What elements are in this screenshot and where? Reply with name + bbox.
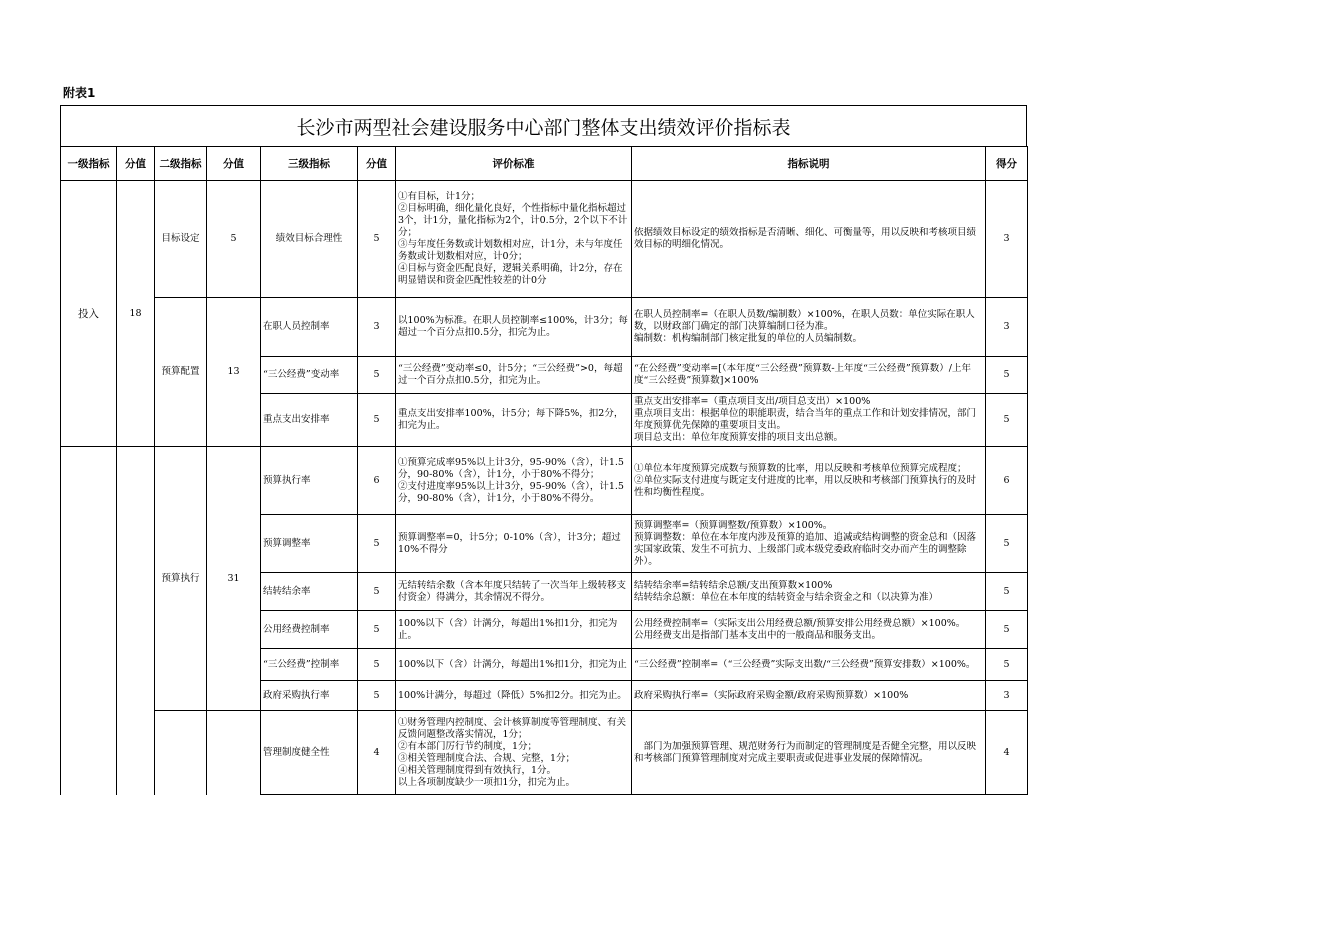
level2-name (155, 711, 207, 795)
criteria-text: 100%以下（含）计满分，每超出1%扣1分，扣完为止 (398, 658, 627, 670)
header-cell: 指标说明 (632, 147, 986, 181)
header-cell: 分值 (117, 147, 155, 181)
description-text: 结转结余率=结转结余总额/支出预算数×100% 结转结余总额：单位在本年度的结转资金与结余资金之和（以决算为准） (634, 579, 939, 603)
header-cell: 评价标准 (396, 147, 632, 181)
level3-name: 绩效目标合理性 (261, 181, 358, 298)
description-text: ①单位本年度预算完成数与预算数的比率，用以反映和考核单位预算完成程度； ②单位实际支付进度与既定支付进度的比率，用以反映和考核部门预算执行的及时性和均衡性程度。 (634, 462, 977, 498)
header-cell: 二级指标 (155, 147, 207, 181)
level2-score: 5 (207, 181, 261, 298)
level2-score: 31 (207, 447, 261, 711)
criteria-text: 100%以下（含）计满分，每超出1%扣1分，扣完为止。 (398, 617, 618, 641)
criteria-text: 预算调整率=0，计5分；0-10%（含），计3分；超过10%不得分 (398, 531, 621, 555)
level3-name: 公用经费控制率 (261, 611, 358, 649)
level3-name: “三公经费”变动率 (261, 357, 358, 394)
attachment-label: 附表1 (63, 86, 96, 100)
result-score: 6 (986, 447, 1028, 515)
table-row (61, 711, 1028, 795)
level3-score: 5 (358, 611, 396, 649)
criteria-text: ①预算完成率95%以上计3分，95-90%（含），计1.5分，90-80%（含），计1分，小于80%不得分； ②支付进度率95%以上计3分，95-90%（含），计1.5分，90-80%（含），计1分，小于80%不得分。 (398, 456, 624, 504)
description-text: 部门为加强预算管理、规范财务行为而制定的管理制度是否健全完整，用以反映和考核部门预算管理制度对完成主要职责或促进事业发展的保障情况。 (634, 740, 977, 764)
header-cell: 分值 (358, 147, 396, 181)
level3-score: 5 (358, 181, 396, 298)
level3-score: 5 (358, 649, 396, 681)
table-title: 长沙市两型社会建设服务中心部门整体支出绩效评价指标表 (60, 105, 1027, 146)
result-score: 5 (986, 515, 1028, 573)
result-score: 5 (986, 394, 1028, 447)
level3-score: 4 (358, 711, 396, 795)
criteria-text: 以100%为标准。在职人员控制率≤100%，计3分；每超过一个百分点扣0.5分，扣完为止。 (398, 315, 628, 338)
criteria-text: ①有目标，计1分； ②目标明确，细化量化良好，个性指标中量化指标超过3个，计1分，量化指标为2个，计0.5分，2个以下不计分； ③与年度任务数或计划数相对应，计1分，未与年度任务数或计划数相对应，计0分； ④目标与资金匹配良好，逻辑关系明确，计2分，存在明显错误和资金匹配性较差的计0分 (398, 191, 628, 286)
result-score: 5 (986, 611, 1028, 649)
description-text: 在职人员控制率=（在职人员数/编制数）×100%，在职人员数：单位实际在职人数，以财政部门确定的部门决算编制口径为准。 编制数：机构编制部门核定批复的单位的人员编制数。 (634, 309, 975, 344)
criteria-text: ①财务管理内控制度、会计核算制度等管理制度、有关反馈问题整改落实情况，1分； ②有本部门厉行节约制度，1分； ③相关管理制度合法、合规、完整，1分； ④相关管理制度得到有效执行，1分。 以上各项制度缺少一项扣1分，扣完为止。 (398, 716, 627, 788)
level3-name: 结转结余率 (261, 573, 358, 611)
criteria-text: 100%计满分，每超过（降低）5%扣2分。扣完为止。 (398, 689, 627, 701)
level1-score: 18 (117, 181, 155, 447)
level3-score: 5 (358, 357, 396, 394)
header-row (61, 147, 1028, 181)
description-text: “三公经费”控制率=（“三公经费”实际支出数/“三公经费”预算安排数）×100%。 (634, 658, 976, 670)
header-cell: 一级指标 (61, 147, 117, 181)
result-score: 4 (986, 711, 1028, 795)
description-text: 政府采购执行率=（实际政府采购金额/政府采购预算数）×100% (634, 689, 909, 701)
level2-name: 目标设定 (155, 181, 207, 298)
result-score: 5 (986, 573, 1028, 611)
description-text: 公用经费控制率=（实际支出公用经费总额/预算安排公用经费总额）×100%。 公用经费支出是指部门基本支出中的一般商品和服务支出。 (634, 617, 966, 641)
evaluation-sheet (60, 105, 1027, 797)
level2-score (207, 711, 261, 795)
result-score: 3 (986, 181, 1028, 298)
level3-name: 政府采购执行率 (261, 681, 358, 711)
table-row (61, 298, 1028, 357)
level3-score: 6 (358, 447, 396, 515)
description-text: 依据绩效目标设定的绩效指标是否清晰、细化、可衡量等，用以反映和考核项目绩效目标的明细化情况。 (634, 227, 977, 250)
header-cell: 得分 (986, 147, 1028, 181)
level3-name: 预算调整率 (261, 515, 358, 573)
level1-name (61, 447, 117, 795)
result-score: 5 (986, 649, 1028, 681)
description-text: 预算调整率=（预算调整数/预算数）×100%。 预算调整数：单位在本年度内涉及预算的追加、追减或结构调整的资金总和（因落实国家政策、发生不可抗力、上级部门或本级党委政府临时交办而产生的调整除外）。 (634, 519, 977, 567)
description-text: “在公经费”变动率=[（本年度“三公经费”预算数-上年度“三公经费”预算数）/上年度“三公经费”预算数]×100% (634, 363, 971, 386)
header-cell: 分值 (207, 147, 261, 181)
level3-score: 5 (358, 573, 396, 611)
table-row (61, 181, 1028, 298)
header-cell: 三级指标 (261, 147, 358, 181)
level3-name: 管理制度健全性 (261, 711, 358, 795)
description-text: 重点支出安排率=（重点项目支出/项目总支出）×100% 重点项目支出：根据单位的职能职责，结合当年的重点工作和计划安排情况，部门年度预算优先保障的重要项目支出。 项目总支出：单位年度预算安排的项目支出总额。 (634, 396, 977, 443)
level2-name: 预算配置 (155, 298, 207, 447)
result-score: 3 (986, 681, 1028, 711)
level3-name: 重点支出安排率 (261, 394, 358, 447)
level3-score: 5 (358, 681, 396, 711)
level3-name: “三公经费”控制率 (261, 649, 358, 681)
level3-score: 3 (358, 298, 396, 357)
level3-name: 预算执行率 (261, 447, 358, 515)
result-score: 3 (986, 298, 1028, 357)
result-score: 5 (986, 357, 1028, 394)
level2-score: 13 (207, 298, 261, 447)
criteria-text: 无结转结余数（含本年度只结转了一次当年上级转移支付资金）得满分，其余情况不得分。 (398, 579, 627, 603)
criteria-text: 重点支出安排率100%，计5分；每下降5%，扣2分，扣完为止。 (398, 408, 624, 431)
level3-score: 5 (358, 515, 396, 573)
level3-name: 在职人员控制率 (261, 298, 358, 357)
indicator-table (60, 146, 1028, 795)
level2-name: 预算执行 (155, 447, 207, 711)
criteria-text: “三公经费”变动率≤0，计5分；“三公经费”>0，每超过一个百分点扣0.5分，扣完为止。 (398, 363, 623, 386)
level1-score (117, 447, 155, 795)
level1-name: 投入 (61, 181, 117, 447)
table-row (61, 447, 1028, 515)
level3-score: 5 (358, 394, 396, 447)
